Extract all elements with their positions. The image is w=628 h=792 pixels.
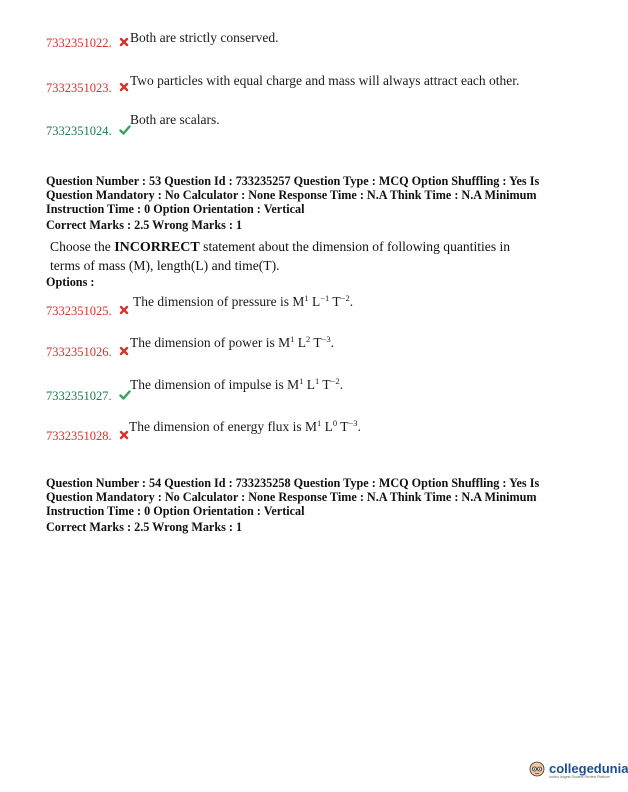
option-text: Both are scalars. [130, 112, 220, 127]
logo-tagline: India's largest Student Review Platform [549, 775, 610, 779]
exponent-t: −3 [348, 418, 358, 428]
exponent-t: −3 [321, 334, 331, 344]
cross-icon [119, 34, 129, 52]
mascot-icon [527, 758, 547, 783]
option-text-label: The dimension of pressure is M [133, 294, 305, 309]
option-row [46, 343, 129, 361]
option-id: 7332351026. [46, 345, 112, 359]
exponent-t: −2 [340, 293, 350, 303]
unit-l: L [306, 377, 315, 392]
option-id: 7332351024. [46, 124, 112, 138]
exponent-l: −1 [320, 293, 330, 303]
option-id: 7332351028. [46, 429, 112, 443]
question-marks: Correct Marks : 2.5 Wrong Marks : 1 [46, 218, 243, 232]
logo-wordmark [549, 762, 628, 779]
option-row [46, 79, 129, 97]
exponent-m: 1 [290, 334, 295, 344]
option-text-label: The dimension of impulse is M [130, 377, 300, 392]
option-text: The dimension of pressure is $M^1$ $L^{-1}$ $T^{-2}$. [133, 293, 354, 309]
exponent-l: 2 [305, 334, 311, 344]
exponent-t: −2 [330, 376, 340, 386]
exponent-l: 0 [332, 418, 338, 428]
cross-icon [119, 343, 129, 361]
option-id: 7332351022. [46, 36, 112, 50]
question-text-part: statement about the dimension of following quantities in terms of mass (M), length(L) and time(T). [50, 239, 511, 273]
unit-t: T [322, 377, 331, 392]
unit-l: L [311, 294, 321, 309]
option-text: The dimension of energy flux is $M^1$ $L^0$ $T^{-3}$. [129, 418, 361, 434]
option-row [46, 302, 129, 320]
unit-t: T [340, 419, 349, 434]
option-id: 7332351027. [46, 389, 112, 403]
question-header: Question Number : 54 Question Id : 733235258 Question Type : MCQ Option Shuffling : Yes Is Question Mandatory : No Calculator : None Response Time : N.A Think Time : N.A Minimum Instruction Time : 0 Option Orientation : Vertical [46, 476, 540, 519]
option-text-label: The dimension of energy flux is M [129, 419, 317, 434]
question-text-part: Choose the [50, 239, 115, 254]
options-label: Options : [46, 275, 95, 289]
collegedunia-logo [527, 758, 628, 783]
cross-icon [119, 302, 129, 320]
cross-icon [119, 79, 129, 97]
exponent-l: 1 [315, 376, 320, 386]
question-text-emphasis: INCORRECT [114, 240, 200, 255]
question-marks: Correct Marks : 2.5 Wrong Marks : 1 [46, 520, 243, 534]
unit-t: T [332, 294, 341, 309]
option-row [46, 122, 131, 140]
question-header: Question Number : 53 Question Id : 733235257 Question Type : MCQ Option Shuffling : Yes Is Question Mandatory : No Calculator : None Response Time : N.A Think Time : N.A Minimum Instruction Time : 0 Option Orientation : Vertical [46, 174, 540, 217]
option-text: Both are strictly conserved. [130, 30, 279, 45]
unit-l: L [324, 419, 333, 434]
exponent-m: 1 [316, 418, 322, 428]
logo-name: collegedunia [549, 761, 628, 776]
option-text: Two particles with equal charge and mass will always attract each other. [130, 73, 520, 88]
checkmark-icon [119, 387, 131, 405]
option-row [46, 387, 131, 405]
option-id: 7332351025. [46, 304, 112, 318]
option-row [46, 34, 129, 52]
option-row [46, 427, 129, 445]
option-text: The dimension of impulse is $M^1$ $L^1$ $T^{-2}$. [130, 376, 344, 392]
option-text-label: The dimension of power is M [130, 335, 291, 350]
option-text: The dimension of power is $M^1$ $L^2$ $T^{-3}$. [130, 334, 335, 350]
cross-icon [119, 427, 129, 445]
question-text [50, 238, 530, 275]
unit-l: L [297, 335, 306, 350]
checkmark-icon [119, 122, 131, 140]
exponent-m: 1 [304, 293, 309, 303]
exponent-m: 1 [299, 376, 304, 386]
unit-t: T [313, 335, 322, 350]
option-id: 7332351023. [46, 81, 112, 95]
